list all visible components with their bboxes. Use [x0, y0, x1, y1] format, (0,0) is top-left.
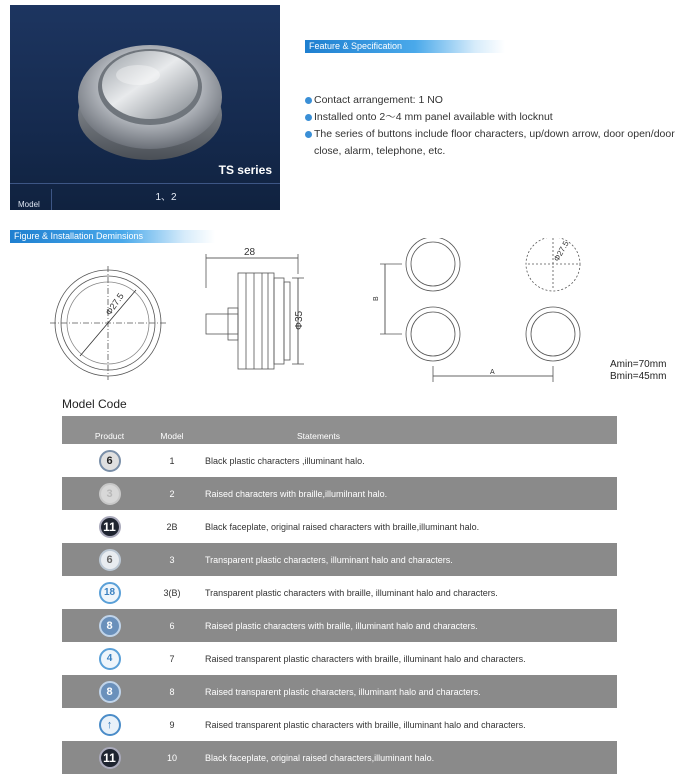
model-cell: 2: [169, 488, 175, 499]
product-button-icon: 3: [99, 483, 121, 505]
model-cell: 1: [169, 455, 175, 466]
table-row: [62, 708, 617, 741]
statement-cell: Raised plastic characters with braille, illuminant halo and characters.: [205, 620, 478, 631]
push-button-photo: [10, 5, 280, 185]
statement-cell: Black faceplate, original raised characters with braille,illuminant halo.: [205, 521, 480, 532]
statement-cell: Black faceplate, original raised characters,illuminant halo.: [205, 752, 435, 763]
statement-cell: Black plastic characters ,illuminant halo.: [205, 455, 365, 466]
model-cell: 3: [169, 554, 175, 565]
product-button-icon: 11: [99, 516, 121, 538]
spacing-a-label: A: [490, 369, 495, 376]
table-row: [62, 675, 617, 708]
hero-model-value: 1、2: [155, 192, 177, 203]
statement-cell: Transparent plastic characters with braille, illuminant halo and characters.: [205, 587, 498, 598]
model-cell: 3(B): [163, 587, 181, 598]
product-button-icon: 11: [99, 747, 121, 769]
table-row: [62, 477, 617, 510]
feature-section-header: Feature & Specification: [305, 40, 505, 53]
model-code-table: [62, 416, 617, 774]
side-view: [206, 254, 304, 369]
bullet-icon: [305, 114, 312, 121]
amin-value: Amin=70mm: [610, 359, 667, 370]
layout-diameter-label: Φ27.5: [551, 239, 571, 263]
statement-cell: Raised transparent plastic characters, illuminant halo and characters.: [205, 686, 481, 697]
minimum-spacing: [610, 359, 666, 383]
statement-cell: Transparent plastic characters, illuminant halo and characters.: [205, 554, 453, 565]
product-button-icon: 4: [99, 648, 121, 670]
table-row: [62, 609, 617, 642]
header-product: Product: [94, 431, 125, 441]
product-button-icon: 18: [99, 582, 121, 604]
header-statements: Statements: [297, 431, 340, 441]
table-row: [62, 444, 617, 477]
model-cell: 9: [169, 719, 175, 730]
up-arrow-icon: ↑: [99, 714, 121, 736]
model-cell: 8: [169, 686, 175, 697]
bullet-icon: [305, 97, 312, 104]
statement-cell: Raised transparent plastic characters with braille, illuminant halo and characters.: [205, 719, 526, 730]
table-row: [62, 576, 617, 609]
width-label: 28: [244, 247, 256, 258]
bmin-value: Bmin=45mm: [610, 371, 667, 382]
table-header: [62, 416, 617, 444]
model-cell: 7: [169, 653, 175, 664]
statement-cell: Raised characters with braille,illumilnant halo.: [205, 488, 388, 499]
layout-view: [380, 238, 580, 382]
bullet-icon: [305, 131, 312, 138]
table-row: [62, 510, 617, 543]
series-name: TS series: [218, 163, 272, 177]
model-cell: 6: [169, 620, 175, 631]
table-row: [62, 741, 617, 774]
model-cell: 10: [166, 752, 177, 763]
header-model: Model: [160, 431, 184, 441]
figure-section-header: Figure & Installation Deminsions: [10, 230, 215, 243]
product-button-icon: 8: [99, 681, 121, 703]
model-cell: 2B: [166, 521, 178, 532]
front-diameter-label: Φ27.5: [103, 291, 126, 318]
installation-drawing: [0, 238, 687, 388]
product-button-icon: 8: [99, 615, 121, 637]
table-row: [62, 543, 617, 576]
product-button-icon: 6: [99, 549, 121, 571]
product-button-icon: 6: [99, 450, 121, 472]
model-code-title: Model Code: [62, 397, 127, 411]
spacing-b-label: B: [373, 296, 380, 301]
statement-cell: Raised transparent plastic characters with braille, illuminant halo and characters.: [205, 653, 526, 664]
hero-model-label: Model: [10, 189, 52, 210]
front-view: [50, 266, 166, 380]
feature-list: [305, 92, 675, 160]
product-hero: [10, 5, 280, 210]
feature-item: Contact arrangement: 1 NO: [305, 92, 675, 109]
table-row: [62, 642, 617, 675]
hero-model-row: [10, 183, 280, 210]
side-diameter-label: Φ35: [294, 310, 305, 330]
feature-item: Installed onto 2～4 mm panel available with locknut: [305, 109, 675, 126]
feature-item: The series of buttons include floor characters, up/down arrow, door open/door close, alarm, telephone, etc.: [305, 126, 675, 160]
